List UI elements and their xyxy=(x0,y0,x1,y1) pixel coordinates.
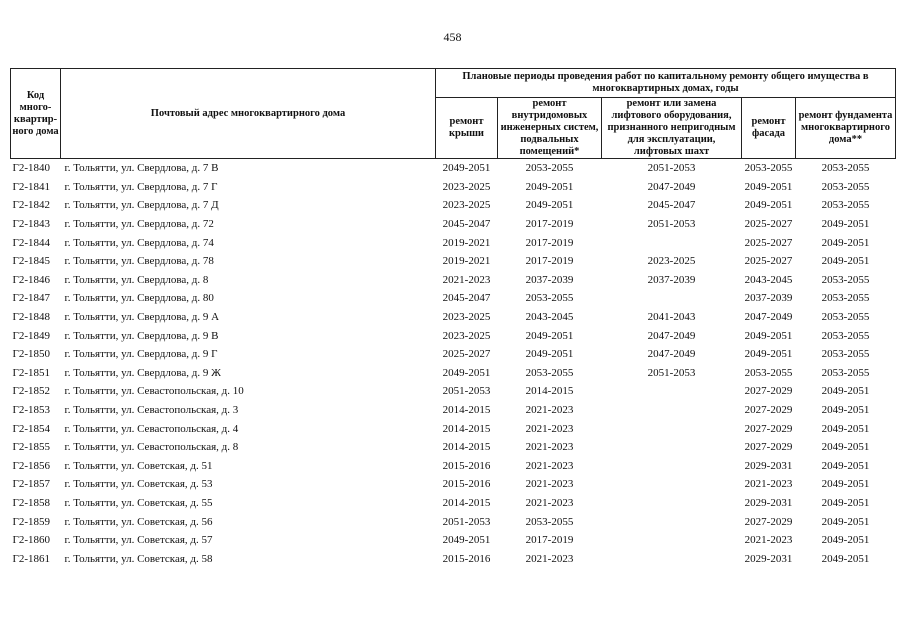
cell-engineering: 2053-2055 xyxy=(525,162,574,175)
cell-roof: 2019-2021 xyxy=(442,236,491,249)
table-row xyxy=(11,178,896,197)
cell-engineering: 2021-2023 xyxy=(525,478,574,491)
cell-roof: 2014-2015 xyxy=(442,441,491,454)
cell-engineering: 2049-2051 xyxy=(525,180,574,193)
cell-facade: 2027-2029 xyxy=(744,515,793,528)
cell-address: г. Тольятти, ул. Севастопольская, д. 3 xyxy=(64,404,239,417)
cell-foundation: 2049-2051 xyxy=(821,385,870,398)
cell-roof: 2023-2025 xyxy=(442,311,491,324)
cell-elevator xyxy=(602,549,742,568)
cell-engineering: 2017-2019 xyxy=(525,218,574,231)
table-row xyxy=(11,457,896,476)
cell-roof: 2049-2051 xyxy=(442,534,491,547)
cell-address: г. Тольятти, ул. Свердлова, д. 74 xyxy=(64,236,214,249)
cell-facade: 2047-2049 xyxy=(744,311,793,324)
cell-address: г. Тольятти, ул. Севастопольская, д. 4 xyxy=(64,422,239,435)
cell-code: Г2-1840 xyxy=(12,162,51,175)
cell-address: г. Тольятти, ул. Свердлова, д. 8 xyxy=(64,273,209,286)
cell-address: г. Тольятти, ул. Свердлова, д. 7 Д xyxy=(64,199,219,212)
cell-facade: 2021-2023 xyxy=(744,478,793,491)
table-row xyxy=(11,196,896,215)
cell-foundation: 2053-2055 xyxy=(821,199,870,212)
cell-foundation: 2053-2055 xyxy=(821,292,870,305)
cell-address: г. Тольятти, ул. Советская, д. 57 xyxy=(64,534,213,547)
cell-elevator xyxy=(602,512,742,531)
cell-elevator xyxy=(602,289,742,308)
cell-engineering: 2014-2015 xyxy=(525,385,574,398)
cell-foundation: 2049-2051 xyxy=(821,478,870,491)
cell-roof: 2045-2047 xyxy=(442,218,491,231)
table-row xyxy=(11,159,896,178)
header-roof: ремонт крыши xyxy=(436,98,498,159)
cell-foundation: 2053-2055 xyxy=(821,329,870,342)
cell-foundation: 2049-2051 xyxy=(821,404,870,417)
cell-code: Г2-1847 xyxy=(12,292,51,305)
cell-facade: 2025-2027 xyxy=(744,236,793,249)
cell-roof: 2023-2025 xyxy=(442,329,491,342)
cell-code: Г2-1856 xyxy=(12,459,51,472)
cell-elevator xyxy=(602,475,742,494)
cell-elevator xyxy=(602,233,742,252)
cell-elevator xyxy=(602,419,742,438)
cell-code: Г2-1842 xyxy=(12,199,51,212)
cell-address: г. Тольятти, ул. Свердлова, д. 9 В xyxy=(64,329,219,342)
cell-address: г. Тольятти, ул. Свердлова, д. 78 xyxy=(64,255,214,268)
cell-foundation: 2049-2051 xyxy=(821,422,870,435)
cell-code: Г2-1855 xyxy=(12,441,51,454)
cell-engineering: 2021-2023 xyxy=(525,441,574,454)
cell-facade: 2053-2055 xyxy=(744,162,793,175)
table-row xyxy=(11,419,896,438)
cell-code: Г2-1860 xyxy=(12,534,51,547)
cell-engineering: 2049-2051 xyxy=(525,199,574,212)
cell-code: Г2-1846 xyxy=(12,273,51,286)
cell-facade: 2025-2027 xyxy=(744,255,793,268)
cell-facade: 2021-2023 xyxy=(744,534,793,547)
cell-foundation: 2053-2055 xyxy=(821,348,870,361)
cell-engineering: 2017-2019 xyxy=(525,255,574,268)
cell-elevator xyxy=(602,401,742,420)
cell-roof: 2023-2025 xyxy=(442,180,491,193)
cell-elevator: 2047-2049 xyxy=(647,180,696,193)
cell-foundation: 2053-2055 xyxy=(821,180,870,193)
header-address: Почтовый адрес многоквартирного дома xyxy=(61,69,436,159)
cell-foundation: 2053-2055 xyxy=(821,162,870,175)
table-row xyxy=(11,233,896,252)
header-foundation: ремонт фундамента многоквартирного дома** xyxy=(796,98,896,159)
cell-code: Г2-1843 xyxy=(12,218,51,231)
table-header xyxy=(11,69,896,159)
cell-elevator: 2051-2053 xyxy=(647,366,696,379)
cell-facade: 2049-2051 xyxy=(744,329,793,342)
table-row xyxy=(11,475,896,494)
table-row xyxy=(11,252,896,271)
cell-engineering: 2053-2055 xyxy=(525,515,574,528)
cell-address: г. Тольятти, ул. Свердлова, д. 7 В xyxy=(64,162,219,175)
cell-facade: 2029-2031 xyxy=(744,496,793,509)
cell-engineering: 2021-2023 xyxy=(525,459,574,472)
cell-foundation: 2053-2055 xyxy=(821,273,870,286)
cell-foundation: 2049-2051 xyxy=(821,236,870,249)
header-facade: ремонт фасада xyxy=(742,98,796,159)
cell-facade: 2027-2029 xyxy=(744,404,793,417)
table-row xyxy=(11,364,896,383)
cell-code: Г2-1841 xyxy=(12,180,51,193)
cell-engineering: 2053-2055 xyxy=(525,366,574,379)
cell-address: г. Тольятти, ул. Свердлова, д. 9 Г xyxy=(64,348,218,361)
table-row xyxy=(11,549,896,568)
cell-address: г. Тольятти, ул. Свердлова, д. 9 А xyxy=(64,311,220,324)
cell-elevator: 2047-2049 xyxy=(647,348,696,361)
table-row xyxy=(11,382,896,401)
cell-elevator xyxy=(602,531,742,550)
cell-address: г. Тольятти, ул. Севастопольская, д. 10 xyxy=(64,385,244,398)
table-row xyxy=(11,308,896,327)
cell-engineering: 2021-2023 xyxy=(525,552,574,565)
cell-facade: 2043-2045 xyxy=(744,273,793,286)
header-group: Плановые периоды проведения работ по капитальному ремонту общего имущества в многоквартирных домах, годы xyxy=(436,69,896,98)
cell-roof: 2045-2047 xyxy=(442,292,491,305)
cell-roof: 2051-2053 xyxy=(442,515,491,528)
cell-code: Г2-1858 xyxy=(12,496,51,509)
cell-engineering: 2021-2023 xyxy=(525,404,574,417)
cell-elevator xyxy=(602,382,742,401)
cell-address: г. Тольятти, ул. Советская, д. 58 xyxy=(64,552,213,565)
cell-facade: 2037-2039 xyxy=(744,292,793,305)
cell-facade: 2027-2029 xyxy=(744,441,793,454)
cell-code: Г2-1845 xyxy=(12,255,51,268)
cell-roof: 2014-2015 xyxy=(442,404,491,417)
cell-code: Г2-1852 xyxy=(12,385,51,398)
cell-elevator: 2051-2053 xyxy=(647,218,696,231)
table-row xyxy=(11,401,896,420)
cell-facade: 2027-2029 xyxy=(744,385,793,398)
cell-foundation: 2053-2055 xyxy=(821,366,870,379)
cell-code: Г2-1844 xyxy=(12,236,51,249)
cell-foundation: 2049-2051 xyxy=(821,459,870,472)
cell-engineering: 2049-2051 xyxy=(525,329,574,342)
table-row xyxy=(11,215,896,234)
cell-address: г. Тольятти, ул. Советская, д. 51 xyxy=(64,459,213,472)
cell-address: г. Тольятти, ул. Севастопольская, д. 8 xyxy=(64,441,239,454)
cell-engineering: 2037-2039 xyxy=(525,273,574,286)
cell-code: Г2-1861 xyxy=(12,552,51,565)
cell-code: Г2-1850 xyxy=(12,348,51,361)
cell-roof: 2021-2023 xyxy=(442,273,491,286)
cell-foundation: 2049-2051 xyxy=(821,255,870,268)
cell-engineering: 2021-2023 xyxy=(525,422,574,435)
cell-engineering: 2017-2019 xyxy=(525,534,574,547)
cell-roof: 2015-2016 xyxy=(442,459,491,472)
table-row xyxy=(11,326,896,345)
cell-address: г. Тольятти, ул. Советская, д. 55 xyxy=(64,496,213,509)
cell-facade: 2053-2055 xyxy=(744,366,793,379)
cell-engineering: 2017-2019 xyxy=(525,236,574,249)
cell-roof: 2049-2051 xyxy=(442,366,491,379)
cell-address: г. Тольятти, ул. Свердлова, д. 9 Ж xyxy=(64,366,222,379)
cell-engineering: 2049-2051 xyxy=(525,348,574,361)
table-row xyxy=(11,289,896,308)
table-row xyxy=(11,512,896,531)
cell-engineering: 2043-2045 xyxy=(525,311,574,324)
capital-repair-table-container xyxy=(10,68,895,568)
capital-repair-table xyxy=(10,68,896,568)
cell-facade: 2029-2031 xyxy=(744,459,793,472)
cell-foundation: 2049-2051 xyxy=(821,441,870,454)
cell-elevator: 2041-2043 xyxy=(647,311,696,324)
header-code: Код много-квартир-ного дома xyxy=(11,69,61,159)
cell-roof: 2015-2016 xyxy=(442,478,491,491)
table-body xyxy=(11,159,896,569)
cell-roof: 2014-2015 xyxy=(442,496,491,509)
cell-roof: 2025-2027 xyxy=(442,348,491,361)
cell-engineering: 2053-2055 xyxy=(525,292,574,305)
cell-roof: 2051-2053 xyxy=(442,385,491,398)
cell-roof: 2049-2051 xyxy=(442,162,491,175)
cell-facade: 2049-2051 xyxy=(744,180,793,193)
cell-elevator: 2051-2053 xyxy=(647,162,696,175)
cell-address: г. Тольятти, ул. Советская, д. 56 xyxy=(64,515,213,528)
cell-foundation: 2049-2051 xyxy=(821,496,870,509)
table-row xyxy=(11,494,896,513)
cell-elevator: 2037-2039 xyxy=(647,273,696,286)
cell-roof: 2019-2021 xyxy=(442,255,491,268)
cell-elevator: 2047-2049 xyxy=(647,329,696,342)
cell-code: Г2-1849 xyxy=(12,329,51,342)
cell-code: Г2-1854 xyxy=(12,422,51,435)
cell-elevator: 2023-2025 xyxy=(647,255,696,268)
cell-facade: 2049-2051 xyxy=(744,348,793,361)
cell-foundation: 2049-2051 xyxy=(821,552,870,565)
cell-foundation: 2049-2051 xyxy=(821,218,870,231)
page-number: 458 xyxy=(443,30,462,44)
cell-facade: 2049-2051 xyxy=(744,199,793,212)
cell-address: г. Тольятти, ул. Свердлова, д. 80 xyxy=(64,292,214,305)
cell-address: г. Тольятти, ул. Свердлова, д. 72 xyxy=(64,218,214,231)
header-engineering: ремонт внутридомовых инженерных систем, подвальных помещений* xyxy=(498,98,602,159)
cell-address: г. Тольятти, ул. Советская, д. 53 xyxy=(64,478,213,491)
cell-facade: 2029-2031 xyxy=(744,552,793,565)
cell-roof: 2015-2016 xyxy=(442,552,491,565)
cell-facade: 2025-2027 xyxy=(744,218,793,231)
cell-code: Г2-1851 xyxy=(12,366,51,379)
cell-code: Г2-1859 xyxy=(12,515,51,528)
cell-foundation: 2053-2055 xyxy=(821,311,870,324)
cell-engineering: 2021-2023 xyxy=(525,496,574,509)
header-elevator: ремонт или замена лифтового оборудования, признанного непригодным для эксплуатации, лифтовых шахт xyxy=(602,98,742,159)
cell-code: Г2-1848 xyxy=(12,311,51,324)
cell-elevator xyxy=(602,494,742,513)
table-row xyxy=(11,271,896,290)
cell-foundation: 2049-2051 xyxy=(821,515,870,528)
cell-foundation: 2049-2051 xyxy=(821,534,870,547)
table-row xyxy=(11,438,896,457)
cell-code: Г2-1857 xyxy=(12,478,51,491)
cell-elevator: 2045-2047 xyxy=(647,199,696,212)
table-row xyxy=(11,345,896,364)
cell-roof: 2014-2015 xyxy=(442,422,491,435)
cell-elevator xyxy=(602,438,742,457)
cell-roof: 2023-2025 xyxy=(442,199,491,212)
cell-elevator xyxy=(602,457,742,476)
cell-address: г. Тольятти, ул. Свердлова, д. 7 Г xyxy=(64,180,218,193)
table-row xyxy=(11,531,896,550)
cell-code: Г2-1853 xyxy=(12,404,51,417)
cell-facade: 2027-2029 xyxy=(744,422,793,435)
